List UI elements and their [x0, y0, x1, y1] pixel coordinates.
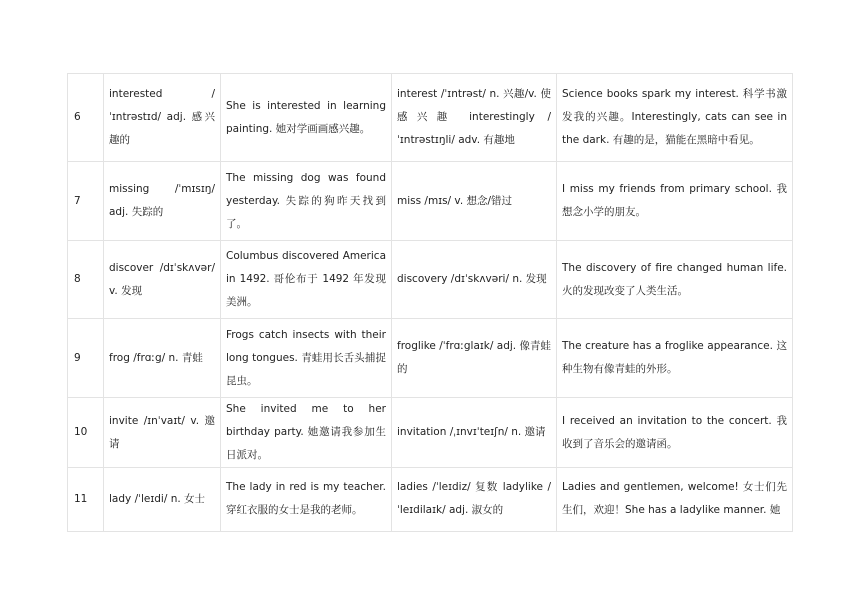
table-row [68, 74, 793, 162]
derivative-words: interest /ˈɪntrəst/ n. 兴趣/v. 使感兴趣 interestingly /ˈɪntrəstɪŋli/ adv. 有趣地 [392, 74, 557, 162]
derivative-words: miss /mɪs/ v. 想念/错过 [392, 162, 557, 241]
derivative-examples: I received an invitation to the concert. 我收到了音乐会的邀请函。 [557, 398, 793, 468]
derivative-words: invitation /ˌɪnvɪˈteɪʃn/ n. 邀请 [392, 398, 557, 468]
derivative-words: froglike /ˈfrɑːglaɪk/ adj. 像青蛙的 [392, 319, 557, 398]
example-sentence: She is interested in learning painting. 她对学画画感兴趣。 [221, 74, 392, 162]
vocabulary-table [67, 73, 793, 532]
derivative-examples: I miss my friends from primary school. 我想念小学的朋友。 [557, 162, 793, 241]
row-number: 10 [68, 398, 104, 468]
table-row [68, 241, 793, 319]
word-entry: lady /ˈleɪdi/ n. 女士 [104, 468, 221, 532]
derivative-words: discovery /dɪˈskʌvəri/ n. 发现 [392, 241, 557, 319]
derivative-examples: The discovery of fire changed human life. 火的发现改变了人类生活。 [557, 241, 793, 319]
word-entry: discover /dɪˈskʌvər/ v. 发现 [104, 241, 221, 319]
word-entry: frog /frɑːg/ n. 青蛙 [104, 319, 221, 398]
row-number: 11 [68, 468, 104, 532]
table-row [68, 319, 793, 398]
derivative-words: ladies /ˈleɪdiz/ 复数 ladylike /ˈleɪdilaɪk/ adj. 淑女的 [392, 468, 557, 532]
example-sentence: The missing dog was found yesterday. 失踪的狗昨天找到了。 [221, 162, 392, 241]
row-number: 6 [68, 74, 104, 162]
example-sentence: Columbus discovered America in 1492. 哥伦布于 1492 年发现美洲。 [221, 241, 392, 319]
word-entry: invite /ɪnˈvaɪt/ v. 邀请 [104, 398, 221, 468]
table-row [68, 468, 793, 532]
example-sentence: She invited me to her birthday party. 她邀请我参加生日派对。 [221, 398, 392, 468]
row-number: 7 [68, 162, 104, 241]
table-row [68, 398, 793, 468]
word-entry: missing /ˈmɪsɪŋ/ adj. 失踪的 [104, 162, 221, 241]
table-row [68, 162, 793, 241]
derivative-examples [557, 468, 793, 532]
derivative-examples-text: Ladies and gentlemen, welcome! 女士们先生们，欢迎！She has a ladylike manner. 她 [562, 481, 787, 516]
example-sentence: The lady in red is my teacher. 穿红衣服的女士是我的老师。 [221, 468, 392, 532]
word-entry: interested /ˈɪntrəstɪd/ adj. 感兴趣的 [104, 74, 221, 162]
example-sentence: Frogs catch insects with their long tongues. 青蛙用长舌头捕捉昆虫。 [221, 319, 392, 398]
row-number: 9 [68, 319, 104, 398]
derivative-examples: The creature has a froglike appearance. 这种生物有像青蛙的外形。 [557, 319, 793, 398]
derivative-examples: Science books spark my interest. 科学书激发我的兴趣。Interestingly, cats can see in the dark. 有趣的是，猫能在黑暗中看见。 [557, 74, 793, 162]
row-number: 8 [68, 241, 104, 319]
